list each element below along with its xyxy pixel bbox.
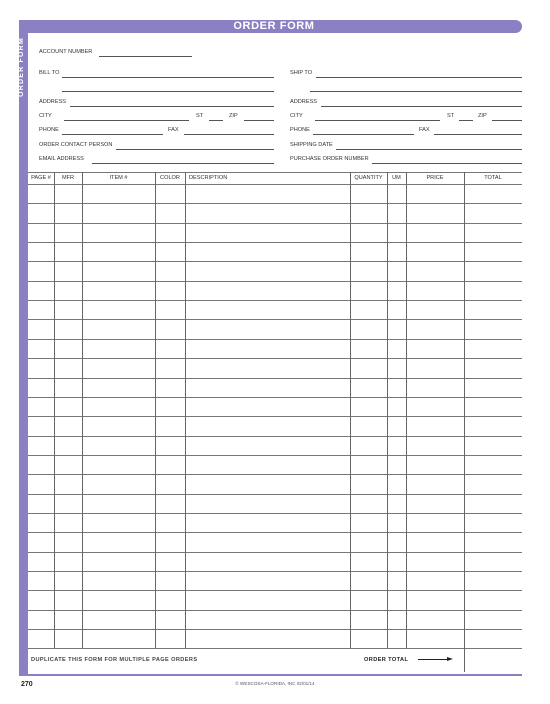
bill-to-field-line2[interactable] <box>62 91 274 92</box>
ship-phone-label: PHONE <box>290 127 310 133</box>
col-page: PAGE # <box>31 175 51 181</box>
order-contact-field[interactable] <box>116 149 274 150</box>
table-row-line <box>28 532 522 533</box>
account-number-field[interactable] <box>99 56 192 57</box>
email-field[interactable] <box>92 163 274 164</box>
ship-to-label: SHIP TO <box>290 70 313 76</box>
copyright: © WESCOSA-FLORIDA, INC 02/01/14 <box>235 681 315 686</box>
table-row-line <box>28 281 522 282</box>
ship-city-label: CITY <box>290 113 303 119</box>
col-description: DESCRIPTION <box>189 175 228 181</box>
bill-city-label: CITY <box>39 113 52 119</box>
side-label: ORDER FORM <box>18 37 25 97</box>
col-item: ITEM # <box>109 175 128 181</box>
table-header-line <box>28 184 522 185</box>
table-row-line <box>28 436 522 437</box>
total-cell-divider <box>464 648 465 672</box>
bill-phone-field[interactable] <box>62 134 163 135</box>
table-row-line <box>28 319 522 320</box>
table-top-line <box>28 172 522 173</box>
frame-bottom-bar <box>19 674 522 676</box>
ship-zip-label: ZIP <box>478 113 487 119</box>
ship-st-label: ST <box>447 113 455 119</box>
po-number-field[interactable] <box>372 163 522 164</box>
table-row-line <box>28 242 522 243</box>
table-row-line <box>28 629 522 630</box>
ship-fax-label: FAX <box>419 127 430 133</box>
table-row-line <box>28 571 522 572</box>
table-row-line <box>28 397 522 398</box>
table-row-line <box>28 339 522 340</box>
col-mfr: MFR <box>61 175 75 181</box>
table-row-line <box>28 416 522 417</box>
bill-address-field[interactable] <box>70 106 274 107</box>
table-column-divider <box>54 172 55 648</box>
table-row-line <box>28 552 522 553</box>
table-row-line <box>28 203 522 204</box>
bill-zip-label: ZIP <box>229 113 238 119</box>
email-label: EMAIL ADDRESS <box>39 156 84 162</box>
bill-st-field[interactable] <box>209 120 223 121</box>
bill-fax-field[interactable] <box>184 134 274 135</box>
ship-city-field[interactable] <box>315 120 440 121</box>
bill-zip-field[interactable] <box>244 120 274 121</box>
ship-phone-field[interactable] <box>313 134 414 135</box>
bill-address-label: ADDRESS <box>39 99 67 105</box>
table-column-divider <box>185 172 186 648</box>
ship-address-field[interactable] <box>321 106 522 107</box>
account-number-label: ACCOUNT NUMBER <box>39 49 93 55</box>
order-contact-label: ORDER CONTACT PERSON <box>39 142 113 148</box>
col-quantity: QUANTITY <box>354 175 383 181</box>
table-row-line <box>28 261 522 262</box>
table-row-line <box>28 358 522 359</box>
form-title: ORDER FORM <box>233 20 315 32</box>
table-row-line <box>28 494 522 495</box>
ship-to-field[interactable] <box>316 77 522 78</box>
ship-address-label: ADDRESS <box>290 99 318 105</box>
bill-to-label: BILL TO <box>39 70 60 76</box>
table-column-divider <box>82 172 83 648</box>
table-row-line <box>28 455 522 456</box>
ship-st-field[interactable] <box>459 120 473 121</box>
arrow-head-icon <box>447 657 453 661</box>
table-column-divider <box>387 172 388 648</box>
bill-phone-label: PHONE <box>39 127 59 133</box>
bill-to-field[interactable] <box>62 77 274 78</box>
shipping-date-label: SHIPPING DATE <box>290 142 333 148</box>
title-bar <box>26 20 522 33</box>
shipping-date-field[interactable] <box>336 149 522 150</box>
bill-city-field[interactable] <box>64 120 189 121</box>
page-number: 270 <box>21 681 33 688</box>
table-column-divider <box>464 172 465 648</box>
table-row-line <box>28 513 522 514</box>
col-total: TOTAL <box>484 175 502 181</box>
arrow-right-icon <box>418 659 448 660</box>
table-row-line <box>28 378 522 379</box>
ship-fax-field[interactable] <box>434 134 522 135</box>
table-row-line <box>28 648 522 649</box>
table-row-line <box>28 590 522 591</box>
bill-st-label: ST <box>196 113 204 119</box>
table-column-divider <box>406 172 407 648</box>
footer-note: DUPLICATE THIS FORM FOR MULTIPLE PAGE ORDERS <box>31 657 198 663</box>
col-um: UM <box>392 175 401 181</box>
bill-fax-label: FAX <box>168 127 179 133</box>
table-row-line <box>28 474 522 475</box>
table-column-divider <box>350 172 351 648</box>
table-row-line <box>28 300 522 301</box>
table-row-line <box>28 223 522 224</box>
order-total-label: ORDER TOTAL <box>364 657 409 663</box>
ship-to-field-line2[interactable] <box>310 91 522 92</box>
col-price: PRICE <box>426 175 444 181</box>
table-row-line <box>28 610 522 611</box>
ship-zip-field[interactable] <box>492 120 522 121</box>
po-number-label: PURCHASE ORDER NUMBER <box>290 156 369 162</box>
frame-left-bar <box>19 20 28 674</box>
table-column-divider <box>155 172 156 648</box>
col-color: COLOR <box>160 175 180 181</box>
